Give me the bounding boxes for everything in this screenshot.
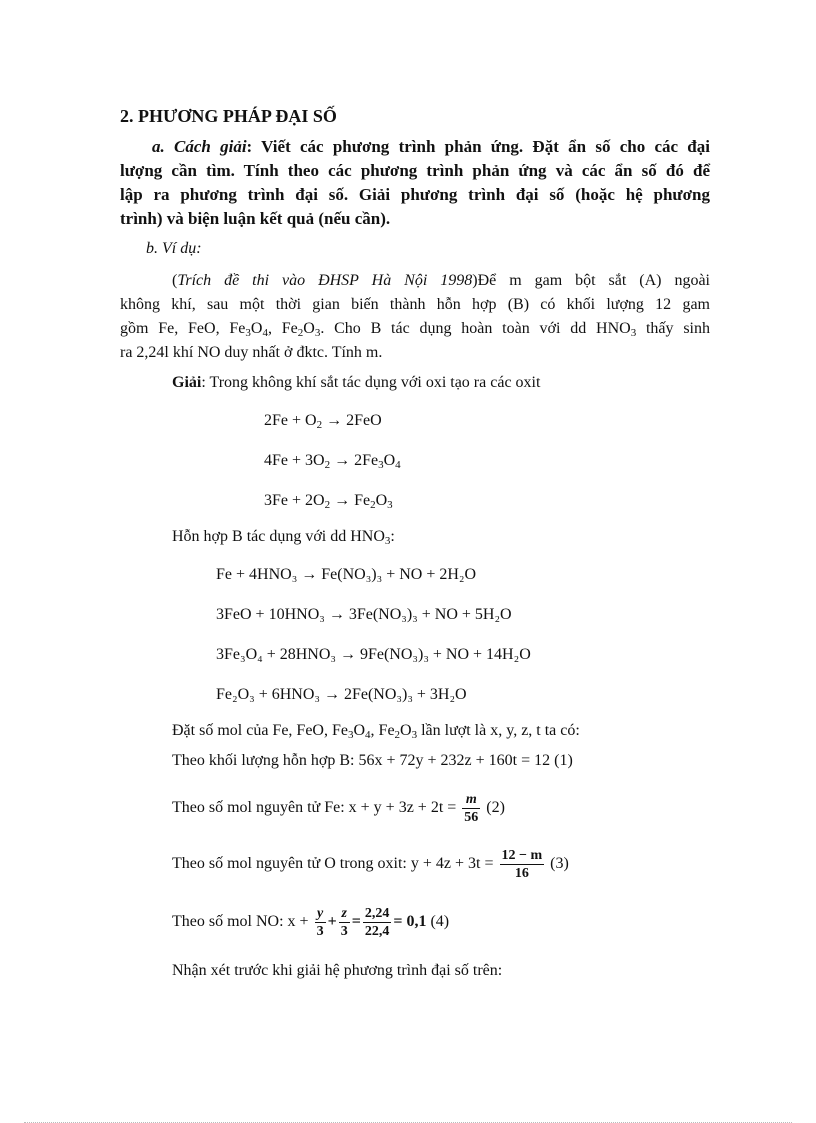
remark: Nhận xét trước khi giải hệ phương trình đại số trên:: [172, 962, 503, 979]
hno3-intro: Hỗn hợp B tác dụng với dd $HNO_3$:: [172, 528, 395, 547]
fraction-12-minus-m-over-16: $\frac{12 - m}{16}$: [501, 847, 543, 881]
reaction-oxi-3: $3Fe + 2O_2 \to Fe_2O_3$: [264, 492, 393, 511]
problem-line-3: gồm Fe, FeO, $Fe_3O_4$, $Fe_2O_3$. Cho B tác dụng hoàn toàn với dd $HNO_3$ thấy sinh: [120, 320, 710, 339]
section-heading: 2. PHƯƠNG PHÁP ĐẠI SỐ: [120, 106, 337, 126]
reaction-oxi-1: $2Fe + O_2 \to 2FeO$: [264, 412, 382, 431]
problem-line-2: không khí, sau một thời gian biến thành hỗn hợp (B) có khối lượng 12 gam: [120, 296, 710, 313]
reaction-oxi-2: $4Fe + 3O_2 \to 2Fe_3O_4$: [264, 452, 401, 471]
reaction-hno3-3: 3Fe₃O₄ + 28HNO₃ → 9Fe(NO₃)₃ + NO + 14H₂O: [216, 646, 531, 663]
problem-line-4: ra 2,24l khí NO duy nhất ở đktc. Tính m.: [120, 344, 383, 361]
solution-intro: Giải: Trong không khí sắt tác dụng với oxi tạo ra các oxit: [172, 374, 541, 391]
equation-3: Theo số mol nguyên tử O trong oxit: y + 4z + 3t = $\frac{12 - m}{16}$ (3): [172, 847, 569, 881]
example-label: b. Ví dụ:: [146, 240, 202, 257]
method-line-2: lượng cần tìm. Tính theo các phương trình phản ứng và các ẩn số đó để: [120, 161, 710, 180]
method-line-3: lập ra phương trình đại số. Giải phương trình đại số (hoặc hệ phương: [120, 185, 710, 204]
reaction-hno3-2: 3FeO + 10HNO₃ → 3Fe(NO₃)₃ + NO + 5H₂O: [216, 606, 512, 623]
fraction-m-over-56: $\frac{m}{56}$: [464, 791, 479, 825]
method-line-1: a. Cách giải: Viết các phương trình phản ứng. Đặt ẩn số cho các đại: [152, 137, 710, 156]
equation-1: Theo khối lượng hỗn hợp B: 56x + 72y + 232z + 160t = 12 (1): [172, 752, 573, 769]
problem-source: Trích đề thi vào ĐHSP Hà Nội 1998: [177, 272, 473, 289]
fraction-z-over-3: $\frac{z}{3}$: [340, 905, 348, 939]
equation-2: Theo số mol nguyên tử Fe: x + y + 3z + 2t = $\frac{m}{56}$ (2): [172, 791, 505, 825]
method-label: a. Cách giải: [152, 137, 247, 156]
assign-variables: Đặt số mol của Fe, FeO, $Fe_3O_4$, $Fe_2O_3$ lần lượt là x, y, z, t ta có:: [172, 722, 580, 741]
reaction-hno3-1: Fe + 4HNO₃ → Fe(NO₃)₃ + NO + 2H₂O: [216, 566, 477, 583]
fraction-224-over-224: $\frac{2,24}{22,4}$: [364, 905, 390, 939]
method-line-4: trình) và biện luận kết quả (nếu cần).: [120, 209, 391, 228]
fraction-y-over-3: $\frac{y}{3}$: [316, 905, 324, 939]
solution-label: Giải: [172, 374, 202, 391]
equation-4: Theo số mol NO: x + $\frac{y}{3}$ + $\frac{z}{3}$ = $\frac{2,24}{22,4}$ = 0,1 (4): [172, 905, 450, 939]
reaction-hno3-4: Fe₂O₃ + 6HNO₃ → 2Fe(NO₃)₃ + 3H₂O: [216, 686, 467, 703]
problem-line-1: (Trích đề thi vào ĐHSP Hà Nội 1998)Để m gam bột sắt (A) ngoài: [172, 272, 711, 289]
